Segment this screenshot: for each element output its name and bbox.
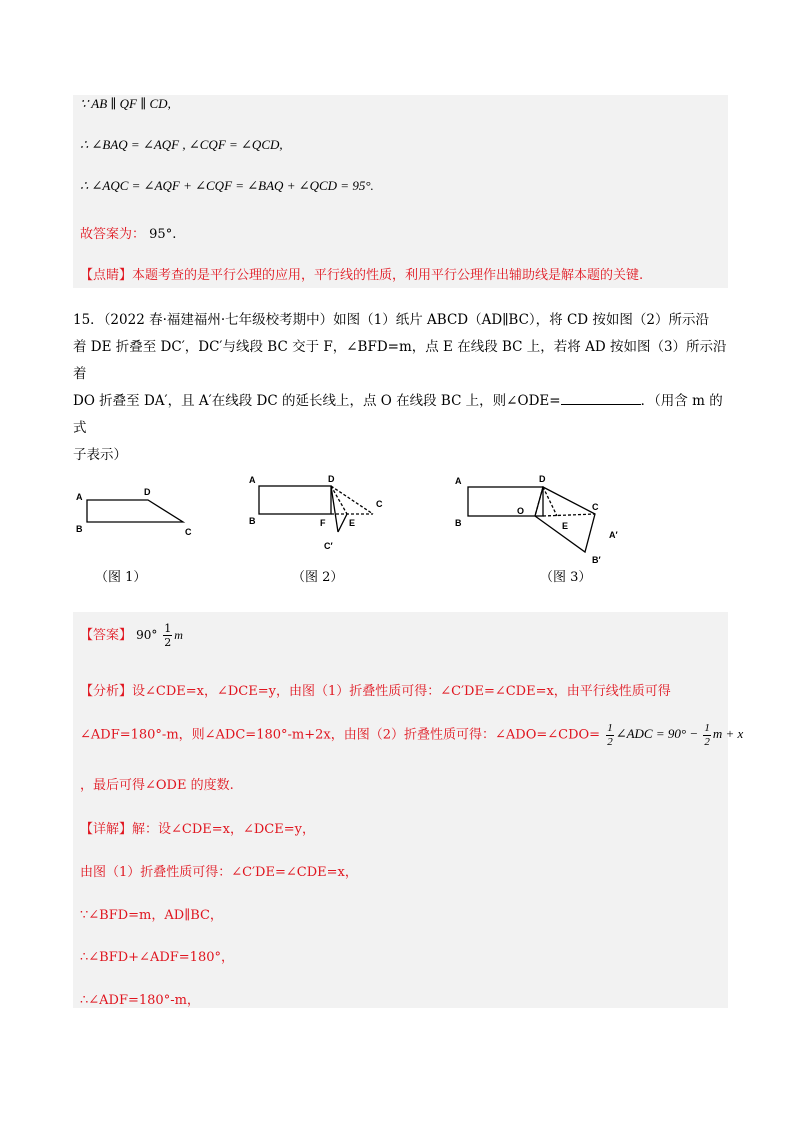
answer-value: 95°.: [149, 227, 177, 242]
question-line-2: 着 DE 折叠至 DC′，DC′与线段 BC 交于 F，∠BFD=m，点 E 在线段 BC 上，若将 AD 按如图（3）所示沿着: [73, 339, 727, 382]
fig3-label-Aprime: A′: [609, 530, 618, 540]
solution-line-1: ∵ AB ∥ QF ∥ CD,: [80, 96, 171, 111]
fig2-label-F: F: [320, 518, 326, 528]
figure-3: [445, 470, 635, 565]
fig3-label-C: C: [592, 502, 599, 512]
question-line-1: 15．（2022 春·福建福州·七年级校考期中）如图（1）纸片 ABCD（AD∥BC），将 CD 按如图（2）所示沿: [73, 312, 710, 328]
fig2-label-B: B: [249, 516, 256, 526]
figure-2: [245, 470, 395, 555]
fig3-label-O: O: [517, 506, 525, 516]
detail-line-5: ∴∠ADF=180°-m，: [80, 993, 200, 1008]
answer-fraction: $\frac{1}{2}$: [164, 622, 172, 649]
answer-expression: 90° $\frac{1}{2}$ m: [136, 622, 183, 649]
answer-line: [80, 223, 176, 242]
fig1-label-B: B: [76, 524, 83, 534]
answer-blank[interactable]: [561, 390, 641, 405]
detail-line-2: 由图（1）折叠性质可得：∠C′DE=∠CDE=x，: [80, 865, 358, 880]
figure-1-caption: （图 1）: [95, 570, 147, 585]
question-15: [73, 307, 733, 469]
detail-line-4: ∴∠BFD+∠ADF=180°，: [80, 950, 234, 965]
fig2-label-E: E: [349, 518, 356, 528]
fig3-label-Bprime: B′: [592, 555, 601, 565]
answer-prefix: 故答案为：: [80, 227, 146, 242]
answer-row: [80, 622, 183, 649]
answer-label: 【答案】: [80, 628, 133, 643]
remark-line: 【点睛】本题考查的是平行公理的应用，平行线的性质，利用平行公理作出辅助线是解本题的关键.: [80, 268, 644, 283]
analysis-fraction-2: $\frac{1}{2}$: [704, 722, 710, 748]
solution-line-3: ∴ ∠AQC = ∠AQF + ∠CQF = ∠BAQ + ∠QCD = 95°.: [80, 178, 374, 193]
analysis-fraction-1: $\frac{1}{2}$: [607, 722, 613, 748]
fig2-label-C: C: [376, 499, 383, 509]
analysis-line-1: 【分析】设∠CDE=x，∠DCE=y，由图（1）折叠性质可得：∠C′DE=∠CDE=x，由平行线性质可得: [80, 684, 671, 699]
fig3-label-A: A: [455, 476, 462, 486]
analysis-line-2: ∠ADF=180°-m，则∠ADC=180°-m+2x，由图（2）折叠性质可得：∠ADO=∠CDO= $\frac{1}{2}$ ∠ADC = 90° − $\frac{1}{2}$ m + x: [80, 722, 744, 748]
fig2-label-Cprime: C′: [324, 541, 333, 551]
solution-line-2: ∴ ∠BAQ = ∠AQF , ∠CQF = ∠QCD,: [80, 137, 283, 152]
fig1-label-A: A: [76, 492, 83, 502]
question-line-3: DO 折叠至 DA′，且 A′在线段 DC 的延长线上，点 O 在线段 BC 上，则∠ODE= ．（用含 m 的式: [73, 388, 733, 442]
fig3-label-D: D: [539, 474, 546, 484]
analysis-line-3: ，最后可得∠ODE 的度数.: [80, 778, 234, 793]
fig2-label-A: A: [249, 475, 256, 485]
question-line-4: 子表示）: [73, 447, 127, 463]
detail-line-1: 【详解】解：设∠CDE=x，∠DCE=y，: [80, 822, 315, 837]
fig3-label-B: B: [455, 518, 462, 528]
fig3-label-E: E: [562, 521, 569, 531]
figure-3-caption: （图 3）: [540, 570, 592, 585]
figure-2-caption: （图 2）: [292, 570, 344, 585]
fig2-label-D: D: [328, 474, 335, 484]
fig1-label-C: C: [185, 527, 192, 537]
detail-line-3: ∵∠BFD=m，AD∥BC，: [80, 908, 223, 923]
fig1-label-D: D: [144, 487, 151, 497]
figure-1: [70, 480, 200, 545]
